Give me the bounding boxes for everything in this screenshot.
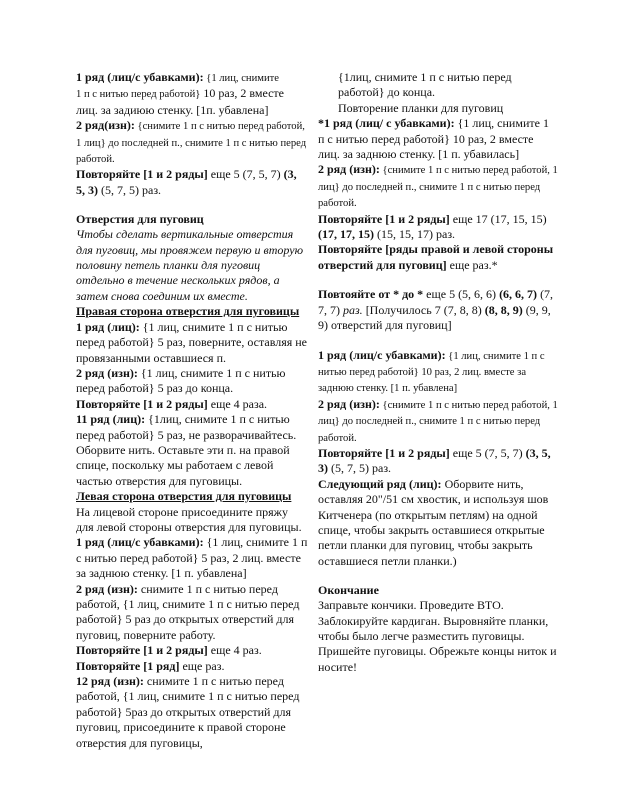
buttonholes-intro: Чтобы сделать вертикальные отверстия для пуговиц, мы провяжем первую и вторую половину петель планки для пуговиц отдельно в течение нескольких рядов, а затем снова соединим их вместе. [76,227,304,303]
row-text: снимите 1 п с нитью перед работой, {1 лиц, снимите 1 п с нитью перед работой} 5раз до открытых отверстий для пуговиц, присоедините к правой стороне отверстия для пуговицы, [76,674,300,750]
row-label: 2 ряд (изн): [318,396,380,411]
row-text: {1 лиц, снимите [203,73,279,84]
row-label: Повторяйте [1 ряд] [76,658,180,673]
row-label: Повторяйте [1 и 2 ряды] [318,211,450,226]
row-text: еще 4 раза. [207,396,268,411]
row-text: снимите 1 п с нитью перед работой, {1 лиц, снимите 1 п с нитью перед работой} 5 раз до открытых отверстий для пуговиц, поверните работу. [76,581,300,642]
row-text: еще 5 (7, 5, 7) [449,445,526,460]
row-text: {1 лиц, снимите 1 п с нитью перед работой} 5 раз, 2 лиц. вместе за заднюю стенку. [1 п. убавлена] [76,535,308,581]
next-row [318,477,558,569]
row-label: 1 ряд (лиц): [76,319,140,334]
row-label: Следующий ряд (лиц): [318,476,442,491]
row-label: Повтояйте от * до * [318,287,424,302]
row-label: 1 ряд (лиц/с убавками): [318,347,446,362]
left-side-intro: На лицевой стороне присоедините пряжу для левой стороны отверстия для пуговицы. [76,504,302,534]
row-label: Повторяйте [1 и 2 ряды] [76,643,208,658]
row-label: Повторяйте [1 и 2 ряды] [76,396,208,411]
row-label: Повторяйте [1 и 2 ряды] [76,167,208,182]
row-label: 12 ряд (изн): [76,674,144,689]
size-values: (8, 8, 9) [484,302,523,317]
left-side-heading: Левая сторона отверстия для пуговицы [76,489,292,504]
row-label: Повторяйте [ряды правой и левой стороны отверстий для пуговиц] [318,242,554,272]
row-text: еще 4 раз. [207,643,262,658]
right-side-heading: Правая сторона отверстия для пуговицы [76,304,300,319]
buttonholes-heading: Отверстия для пуговиц [76,212,204,227]
right-row2 [76,366,308,397]
size-values: (3, 5, 3) [76,167,297,197]
row-label: 2 ряд (изн): [318,162,380,177]
row-text: еще 5 (7, 5, 7) [207,167,284,182]
right-row1 [76,320,308,366]
row-text: {снимите 1 п с нитью перед работой, 1 лиц} до последней п., снимите 1 п с нитью перед работой. [318,165,558,210]
row-text: {снимите 1 п с нитью перед работой, 1 лиц} до последней п., снимите 1 п с нитью перед работой. [318,399,558,444]
row-text: 1 п с нитью перед работой} [76,89,201,101]
row-text: {1лиц, снимите 1 п с нитью перед работой} 5 раз, не разворачивайтесь. Оборвите нить. Оставьте эти п. на правой спице, поскольку мы работаем с левой частью отверстия для пуговицы. [76,412,297,488]
row-label: 2 ряд (изн): [76,365,138,380]
row-text: (7, 7, 7) [318,287,554,317]
row-text: раз. [343,302,363,317]
row-text: {1 лиц, снимите 1 п с нитью перед работой} 5 раз, поверните, оставляя не провязанными оставшиеся п. [76,319,308,365]
band-repeat-sides [318,242,558,273]
row-text: (5, 7, 5) раз. [98,182,162,197]
right-repeat [76,397,308,412]
band-repeat [318,212,558,243]
row-text: [Получилось 7 (7, 8, 8) [362,302,485,317]
row1-instruction [76,70,308,118]
size-values: (17, 17, 15) [318,227,374,242]
repeat-band-heading: Повторение планки для пуговиц [338,100,504,115]
row-label: *1 ряд (лиц/ с убавками): [318,116,455,131]
finish-heading: Окончание [318,583,379,598]
left-repeat [76,643,308,658]
row2-instruction [76,118,308,167]
right-column [318,70,558,675]
final-row2 [318,397,558,446]
left-row1 [76,535,308,581]
size-values: (3, 5, 3) [318,445,551,476]
row-label: 2 ряд(изн): [76,118,135,133]
row-text: еще раз. [179,658,225,673]
row-text: еще 17 (17, 15, 15) [449,211,547,226]
row-text: еще раз.* [446,257,498,272]
row-text: еще 5 (5, 6, 6) [423,287,500,302]
left-repeat-row1 [76,659,308,674]
row-label: 11 ряд (лиц): [76,412,146,427]
row-text: Оборвите нить, оставляя 20"/51 см хвостик, и используя шов Китченера (по открытым петлям) на одной спице, чтобы закрыть оставшиеся открытые петли планки для пуговиц, чтобы закрыть оставшиеся петли планки.) [318,476,549,568]
repeat-instruction [76,167,308,198]
row-text: {1 лиц, снимите 1 п с нитью перед работой} 10 раз, 2 вместе лиц. за заднюю стенку. [1 п. убавилась] [318,116,549,162]
right-row11 [76,412,308,489]
final-repeat [318,446,558,477]
left-row12 [76,674,308,751]
continuation-text: {1лиц, снимите 1 п с нитью перед работой} до конца. [338,70,512,100]
final-row1 [318,348,558,397]
row-text: (15, 15, 17) раз. [374,227,456,242]
left-column [76,70,308,751]
row-label: 1 ряд (лиц/с убавками): [76,70,204,84]
row-text: {1 лиц, снимите 1 п с нитью перед работой} 5 раз до конца. [76,365,286,396]
row-text: (5, 7, 5) раз. [328,461,392,476]
band-row1 [318,116,558,162]
row-text: {1 лиц, снимите 1 п с нитью перед работой} 10 раз, 2 лиц. вместе за заднюю стенку. [1 п. убавлена] [318,350,545,395]
row-text: {снимите 1 п с нитью перед работой, 1 лиц} до последней п., снимите 1 п с нитью перед работой. [76,121,307,166]
row-label: 1 ряд (лиц/с убавками): [76,535,204,550]
finish-text: Заправьте кончики. Проведите ВТО. Заблокируйте кардиган. Выровняйте планки, чтобы было легче разместить пуговицы. Пришейте пуговицы. Обрежьте концы ниток и носите! [318,598,557,674]
left-row2 [76,582,308,644]
size-values: (6, 6, 7) [499,287,538,302]
repeat-from-star [318,287,558,333]
band-row2 [318,162,558,211]
row-label: Повторяйте [1 и 2 ряды] [318,445,450,460]
row-label: 2 ряд (изн): [76,581,138,596]
row-text: (9, 9, 9) отверстий для пуговиц] [318,302,551,333]
row-text: 10 раз, 2 вместе лиц. за задиюю стенку. [1п. убавлена] [76,86,284,117]
